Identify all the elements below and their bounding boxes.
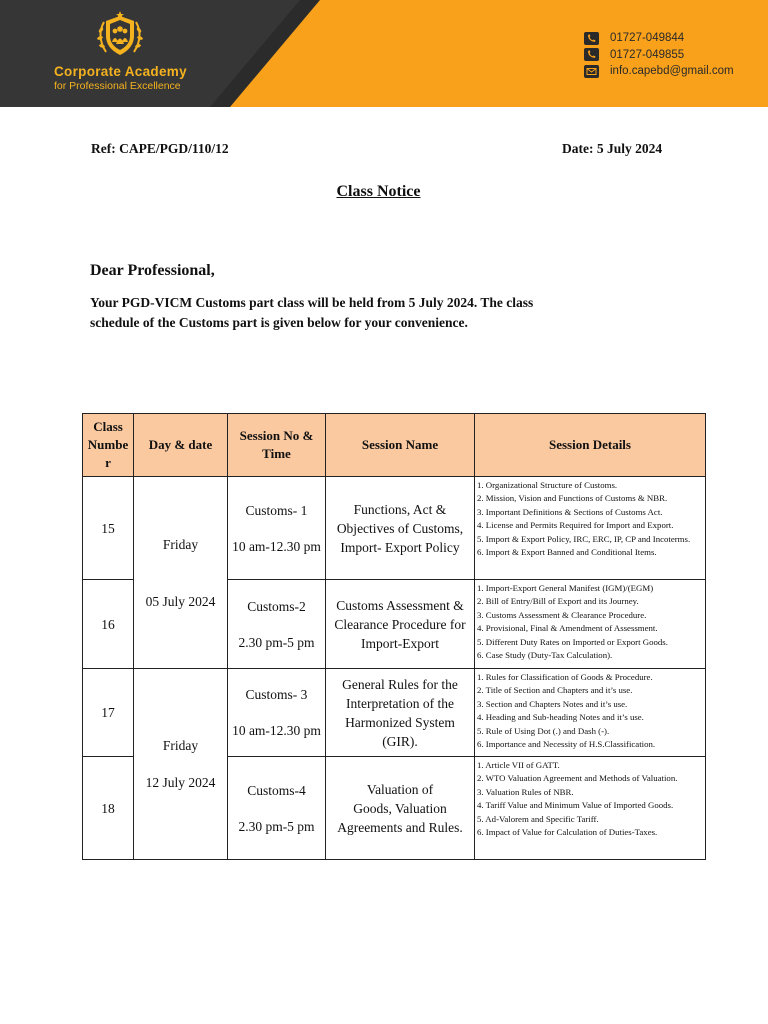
- reference-number: Ref: CAPE/PGD/110/12: [91, 141, 229, 156]
- detail-item: 4. Provisional, Final & Amendment of Assessment.: [477, 623, 658, 634]
- phone-icon: [584, 32, 599, 45]
- session-number: Customs- 1: [245, 502, 308, 518]
- intro-line: schedule of the Customs part is given below for your convenience.: [90, 315, 468, 330]
- session-time: 2.30 pm-5 pm: [238, 634, 315, 650]
- session-name-line: Agreements and Rules.: [337, 819, 463, 835]
- session-name-cell: [326, 669, 475, 757]
- page-title: Class Notice: [336, 183, 421, 200]
- session-name-line: Clearance Procedure for: [334, 616, 466, 632]
- detail-item: 1. Article VII of GATT.: [477, 760, 560, 770]
- greeting: Dear Professional,: [90, 262, 215, 279]
- session-time-cell: [228, 477, 326, 580]
- header-text: r: [105, 455, 111, 470]
- session-time-cell: [228, 757, 326, 860]
- day-date-cell: [134, 477, 228, 669]
- session-number: Customs-4: [247, 782, 306, 798]
- brand-tagline: for Professional Excellence: [54, 80, 181, 92]
- detail-item: 2. Title of Section and Chapters and it’s use.: [477, 685, 633, 696]
- class-schedule-table: [82, 413, 706, 860]
- session-time: 10 am-12.30 pm: [232, 538, 321, 554]
- session-name-line: General Rules for the: [342, 676, 458, 692]
- detail-item: 1. Rules for Classification of Goods & Procedure.: [477, 672, 653, 682]
- session-details-cell: [475, 669, 706, 757]
- detail-item: 5. Rule of Using Dot (.) and Dash (-).: [477, 725, 610, 736]
- header-class-number: [83, 414, 134, 477]
- notice-date: Date: 5 July 2024: [562, 141, 663, 156]
- header-session-name: Session Name: [326, 414, 475, 477]
- session-name-line: Harmonized System: [345, 714, 455, 730]
- intro-paragraph: [90, 293, 610, 333]
- session-details-cell: [475, 757, 706, 860]
- header-session-details: Session Details: [475, 414, 706, 477]
- header-text: Time: [262, 446, 291, 461]
- day-name: Friday: [162, 536, 199, 552]
- session-details-cell: [475, 477, 706, 580]
- academy-logo-icon: [90, 10, 150, 60]
- session-time: 2.30 pm-5 pm: [238, 818, 315, 834]
- header-day-date: Day & date: [134, 414, 228, 477]
- detail-item: 1. Organizational Structure of Customs.: [477, 480, 618, 490]
- day-name: Friday: [162, 738, 199, 753]
- header-session-time: [228, 414, 326, 477]
- class-number: 18: [83, 757, 134, 860]
- header-text: Class: [93, 419, 123, 434]
- email-icon: [584, 65, 599, 78]
- detail-item: 5. Ad-Valorem and Specific Tariff.: [477, 813, 599, 824]
- session-number: Customs-2: [247, 598, 306, 614]
- session-name-cell: [326, 477, 475, 580]
- date-value: 12 July 2024: [145, 775, 216, 790]
- contact-text[interactable]: 01727-049855: [610, 48, 685, 61]
- detail-item: 2. Mission, Vision and Functions of Customs & NBR.: [477, 493, 668, 504]
- session-time-cell: [228, 580, 326, 669]
- detail-item: 3. Section and Chapters Notes and it’s use.: [477, 698, 628, 709]
- detail-item: 6. Importance and Necessity of H.S.Classification.: [477, 739, 656, 750]
- contact-text[interactable]: 01727-049844: [610, 32, 685, 45]
- contact-phone-2: [584, 47, 734, 64]
- detail-item: 5. Import & Export Policy, IRC, ERC, IP, CP and Incoterms.: [477, 533, 691, 544]
- intro-line: Your PGD-VICM Customs part class will be held from 5 July 2024. The class: [90, 295, 534, 310]
- session-name-cell: [326, 757, 475, 860]
- session-name-line: Objectives of Customs,: [336, 520, 464, 536]
- table-row: [83, 477, 706, 580]
- session-name-line: Valuation of: [366, 781, 434, 797]
- contact-list: [584, 30, 734, 80]
- detail-item: 3. Important Definitions & Sections of Customs Act.: [477, 506, 663, 517]
- header-text: Session No &: [239, 428, 314, 443]
- contact-phone-1: [584, 30, 734, 47]
- session-name-line: Goods, Valuation: [353, 800, 447, 816]
- session-name-cell: [326, 580, 475, 669]
- detail-item: 4. Tariff Value and Minimum Value of Imported Goods.: [477, 800, 674, 811]
- session-name-line: Interpretation of the: [346, 695, 454, 711]
- session-time: 10 am-12.30 pm: [232, 723, 321, 738]
- detail-item: 6. Case Study (Duty-Tax Calculation).: [477, 650, 613, 661]
- day-date-cell: [134, 669, 228, 860]
- session-details-cell: [475, 580, 706, 669]
- session-name-line: Customs Assessment &: [336, 597, 464, 613]
- detail-item: 1. Import-Export General Manifest (IGM)/(EGM): [477, 583, 654, 593]
- class-number: 17: [83, 669, 134, 757]
- letterhead-banner: [0, 0, 768, 107]
- date-value: 05 July 2024: [145, 593, 216, 609]
- detail-item: 4. License and Permits Required for Import and Export.: [477, 520, 674, 531]
- table-row: [83, 669, 706, 757]
- detail-item: 5. Different Duty Rates on Imported or Export Goods.: [477, 636, 668, 647]
- detail-item: 6. Impact of Value for Calculation of Duties-Taxes.: [477, 827, 658, 838]
- session-number: Customs- 3: [245, 687, 308, 702]
- session-name-line: Import-Export: [361, 635, 439, 651]
- class-number: 15: [83, 477, 134, 580]
- detail-item: 2. Bill of Entry/Bill of Export and its Journey.: [477, 596, 639, 607]
- class-number: 16: [83, 580, 134, 669]
- header-text: Numbe: [87, 437, 129, 452]
- detail-item: 2. WTO Valuation Agreement and Methods of Valuation.: [477, 773, 678, 784]
- session-name-line: (GIR).: [382, 733, 418, 749]
- contact-text[interactable]: info.capebd@gmail.com: [610, 65, 734, 78]
- session-name-line: Import- Export Policy: [340, 539, 460, 555]
- brand-name: Corporate Academy: [54, 64, 187, 79]
- detail-item: 3. Valuation Rules of NBR.: [477, 786, 574, 797]
- detail-item: 4. Heading and Sub-heading Notes and it’s use.: [477, 712, 644, 723]
- contact-email: [584, 63, 734, 80]
- session-name-line: Functions, Act &: [353, 501, 447, 517]
- session-time-cell: [228, 669, 326, 757]
- phone-icon: [584, 48, 599, 61]
- table-header-row: [83, 414, 706, 477]
- detail-item: 3. Customs Assessment & Clearance Procedure.: [477, 609, 647, 620]
- detail-item: 6. Import & Export Banned and Conditional Items.: [477, 547, 657, 558]
